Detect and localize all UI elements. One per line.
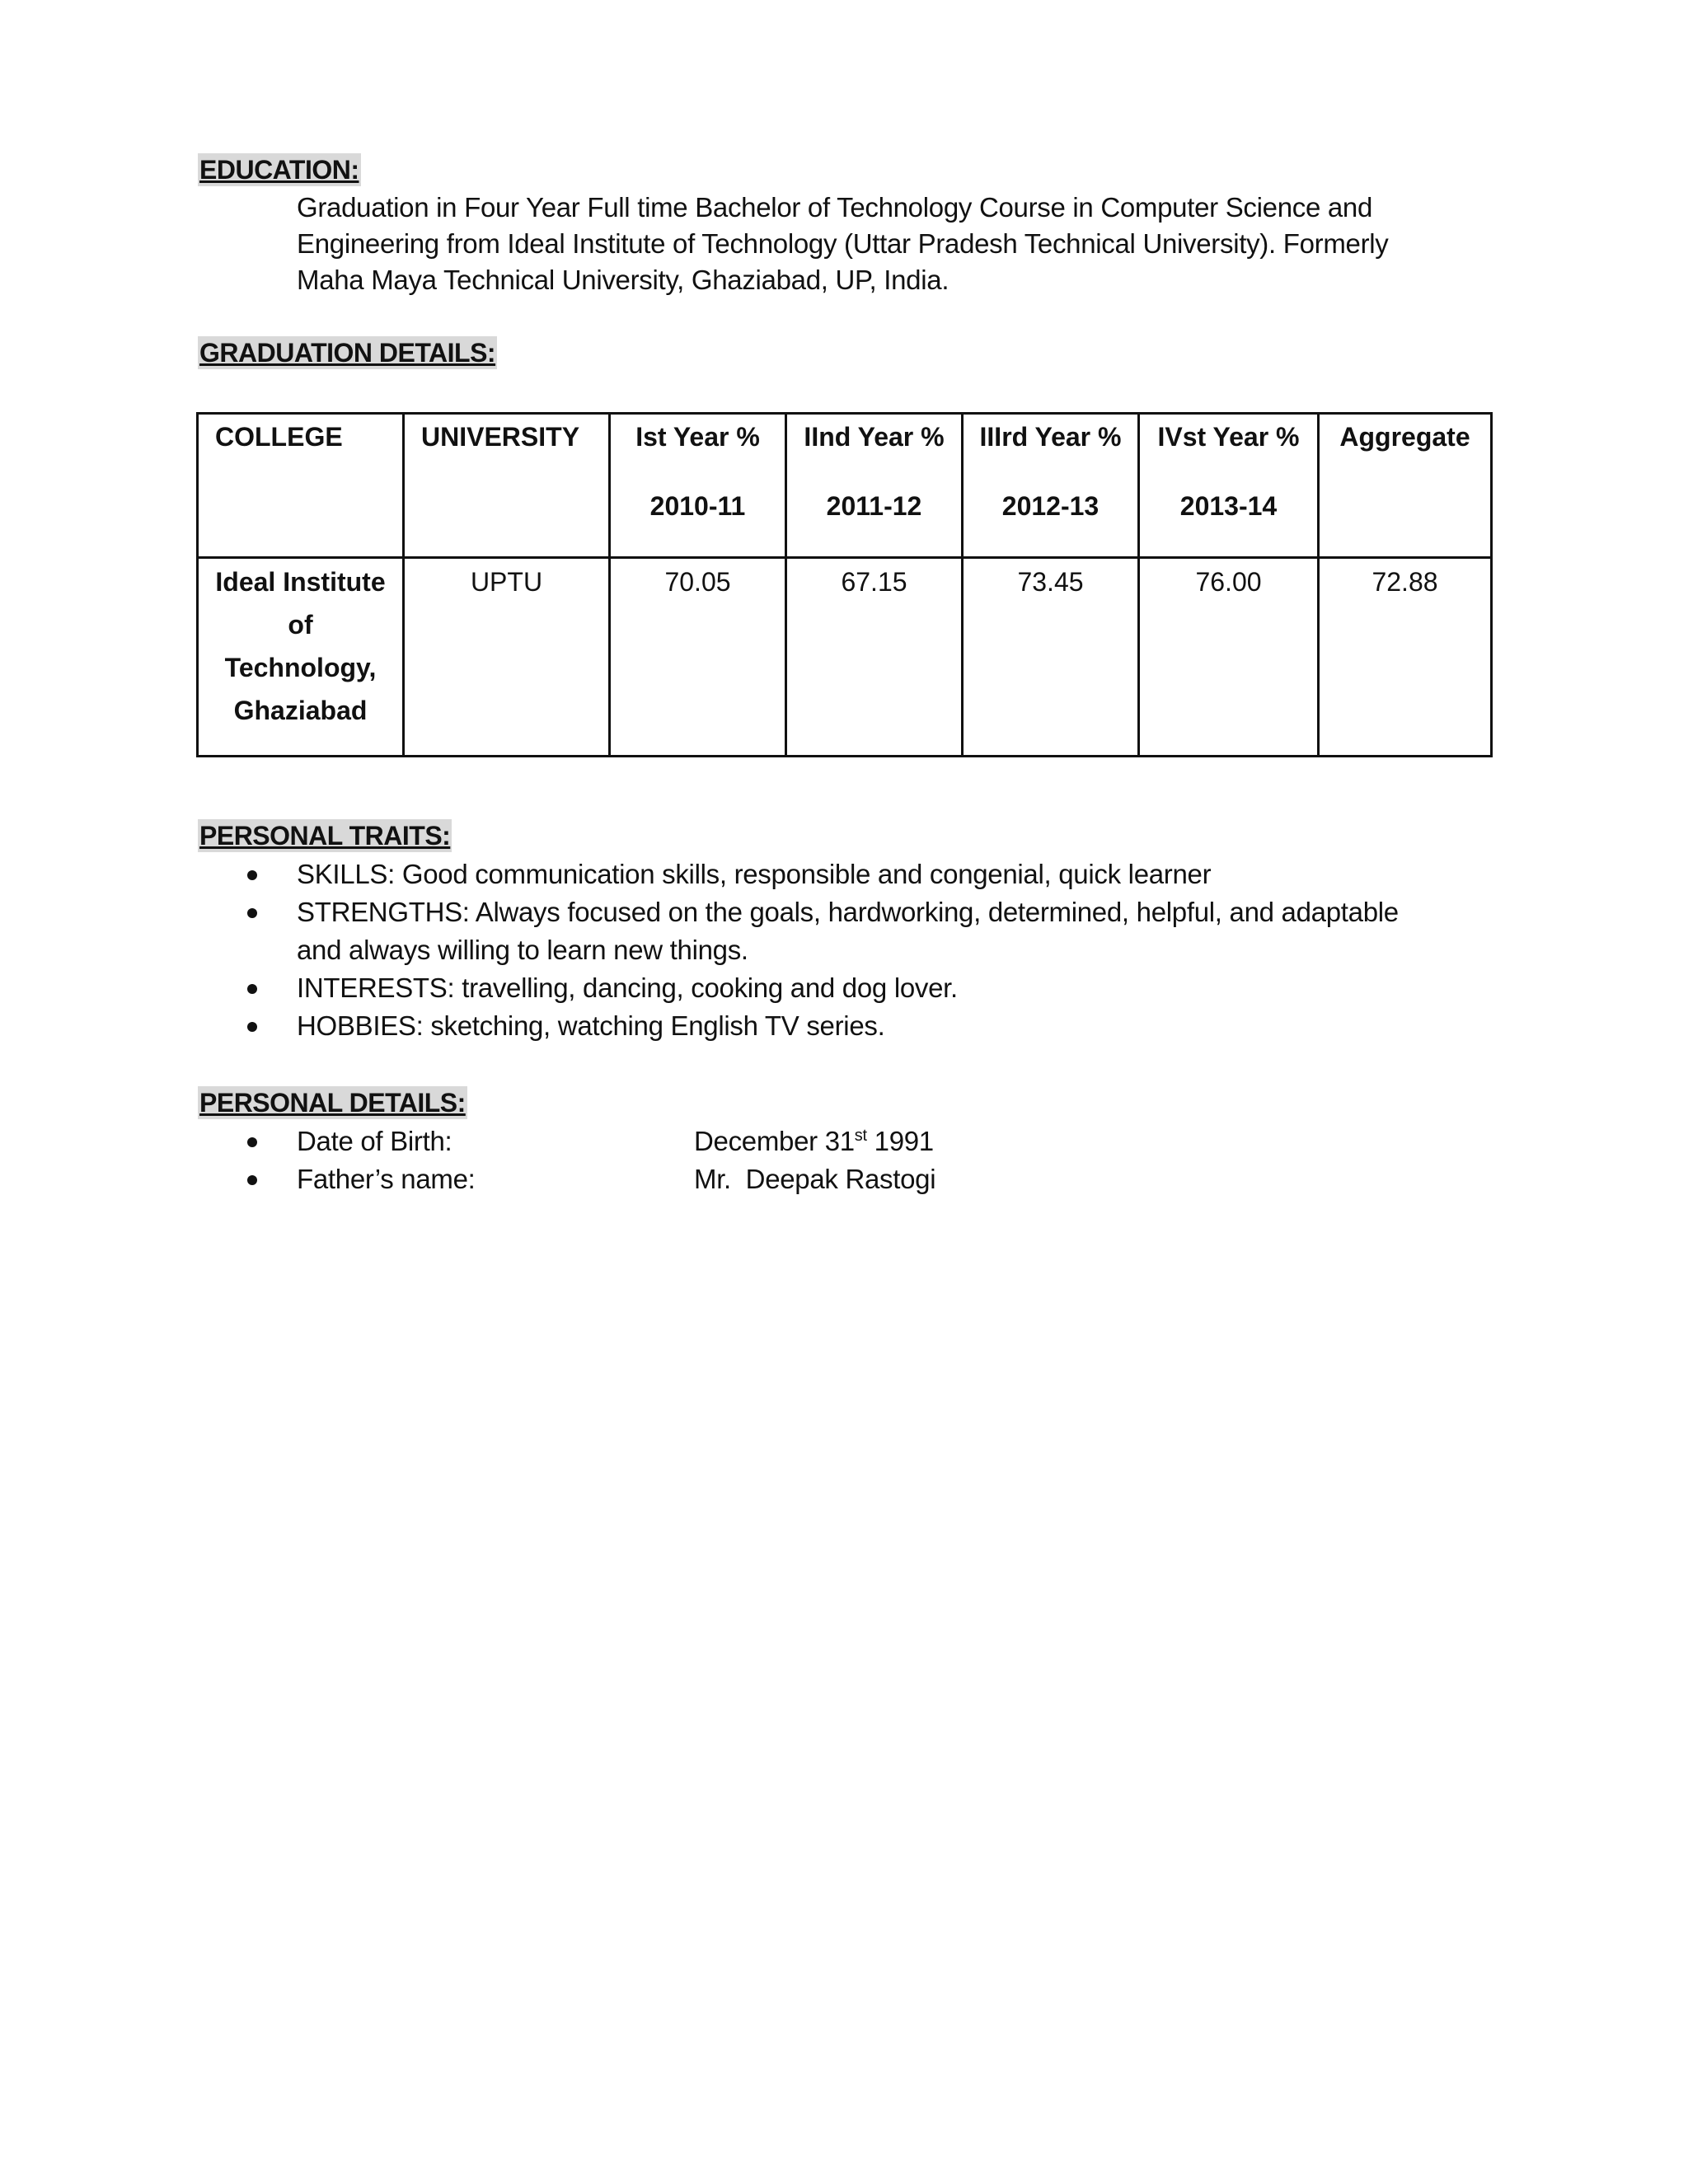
list-item: HOBBIES: sketching, watching English TV series.: [297, 1007, 1467, 1045]
bullet-icon: [247, 1137, 257, 1147]
year-range: 2013-14: [1179, 491, 1278, 521]
dob-value: December 31st 1991: [694, 1126, 934, 1156]
dob-label: Date of Birth:: [297, 1126, 452, 1156]
cell-year1: 70.05: [610, 558, 786, 757]
traits-heading: PERSONAL TRAITS:: [199, 821, 451, 851]
cell-year4: 76.00: [1139, 558, 1319, 757]
column-header-aggregate: Aggregate: [1319, 414, 1492, 558]
column-header-year1: Ist Year % 2010-11: [610, 414, 786, 558]
traits-list: [297, 855, 1467, 1045]
bullet-icon: [247, 1022, 257, 1032]
bullet-icon: [247, 908, 257, 918]
cell-year3: 73.45: [963, 558, 1139, 757]
education-line: Engineering from Ideal Institute of Technology (Uttar Pradesh Technical University). Formerly: [297, 228, 1389, 259]
education-paragraph: [297, 190, 1467, 298]
graduation-heading: GRADUATION DETAILS:: [199, 338, 496, 368]
father-value: Mr. Deepak Rastogi: [694, 1164, 936, 1194]
year-range: 2011-12: [826, 491, 922, 521]
bullet-icon: [247, 870, 257, 880]
column-header-year2: IInd Year % 2011-12: [786, 414, 963, 558]
cell-year2: 67.15: [786, 558, 963, 757]
column-header-year4: IVst Year % 2013-14: [1139, 414, 1319, 558]
education-heading: EDUCATION:: [199, 155, 359, 185]
education-line: Graduation in Four Year Full time Bachelor of Technology Course in Computer Science and: [297, 192, 1373, 223]
table-header-row: [198, 414, 1492, 558]
cell-university: UPTU: [404, 558, 610, 757]
list-item: STRENGTHS: Always focused on the goals, hardworking, determined, helpful, and adaptable and always willing to learn new things.: [297, 893, 1467, 969]
list-item: SKILLS: Good communication skills, responsible and congenial, quick learner: [297, 855, 1467, 893]
column-header-year3: IIIrd Year % 2012-13: [963, 414, 1139, 558]
bullet-icon: [247, 984, 257, 994]
column-header-university: UNIVERSITY: [404, 414, 610, 558]
personal-list: [297, 1122, 1467, 1198]
cell-aggregate: 72.88: [1319, 558, 1492, 757]
bullet-icon: [247, 1175, 257, 1185]
education-line: Maha Maya Technical University, Ghaziabad, UP, India.: [297, 265, 950, 295]
column-header-college: COLLEGE: [198, 414, 404, 558]
table-row: [198, 558, 1492, 757]
father-label: Father’s name:: [297, 1164, 476, 1194]
list-item: [297, 1122, 1467, 1160]
graduation-table: [196, 412, 1493, 757]
list-item: INTERESTS: travelling, dancing, cooking and dog lover.: [297, 969, 1467, 1007]
cell-college: Ideal Institute of Technology, Ghaziabad: [198, 558, 404, 757]
personal-heading: PERSONAL DETAILS:: [199, 1088, 466, 1118]
list-item: [297, 1160, 1467, 1198]
year-range: 2010-11: [649, 491, 746, 521]
year-range: 2012-13: [1001, 491, 1100, 521]
